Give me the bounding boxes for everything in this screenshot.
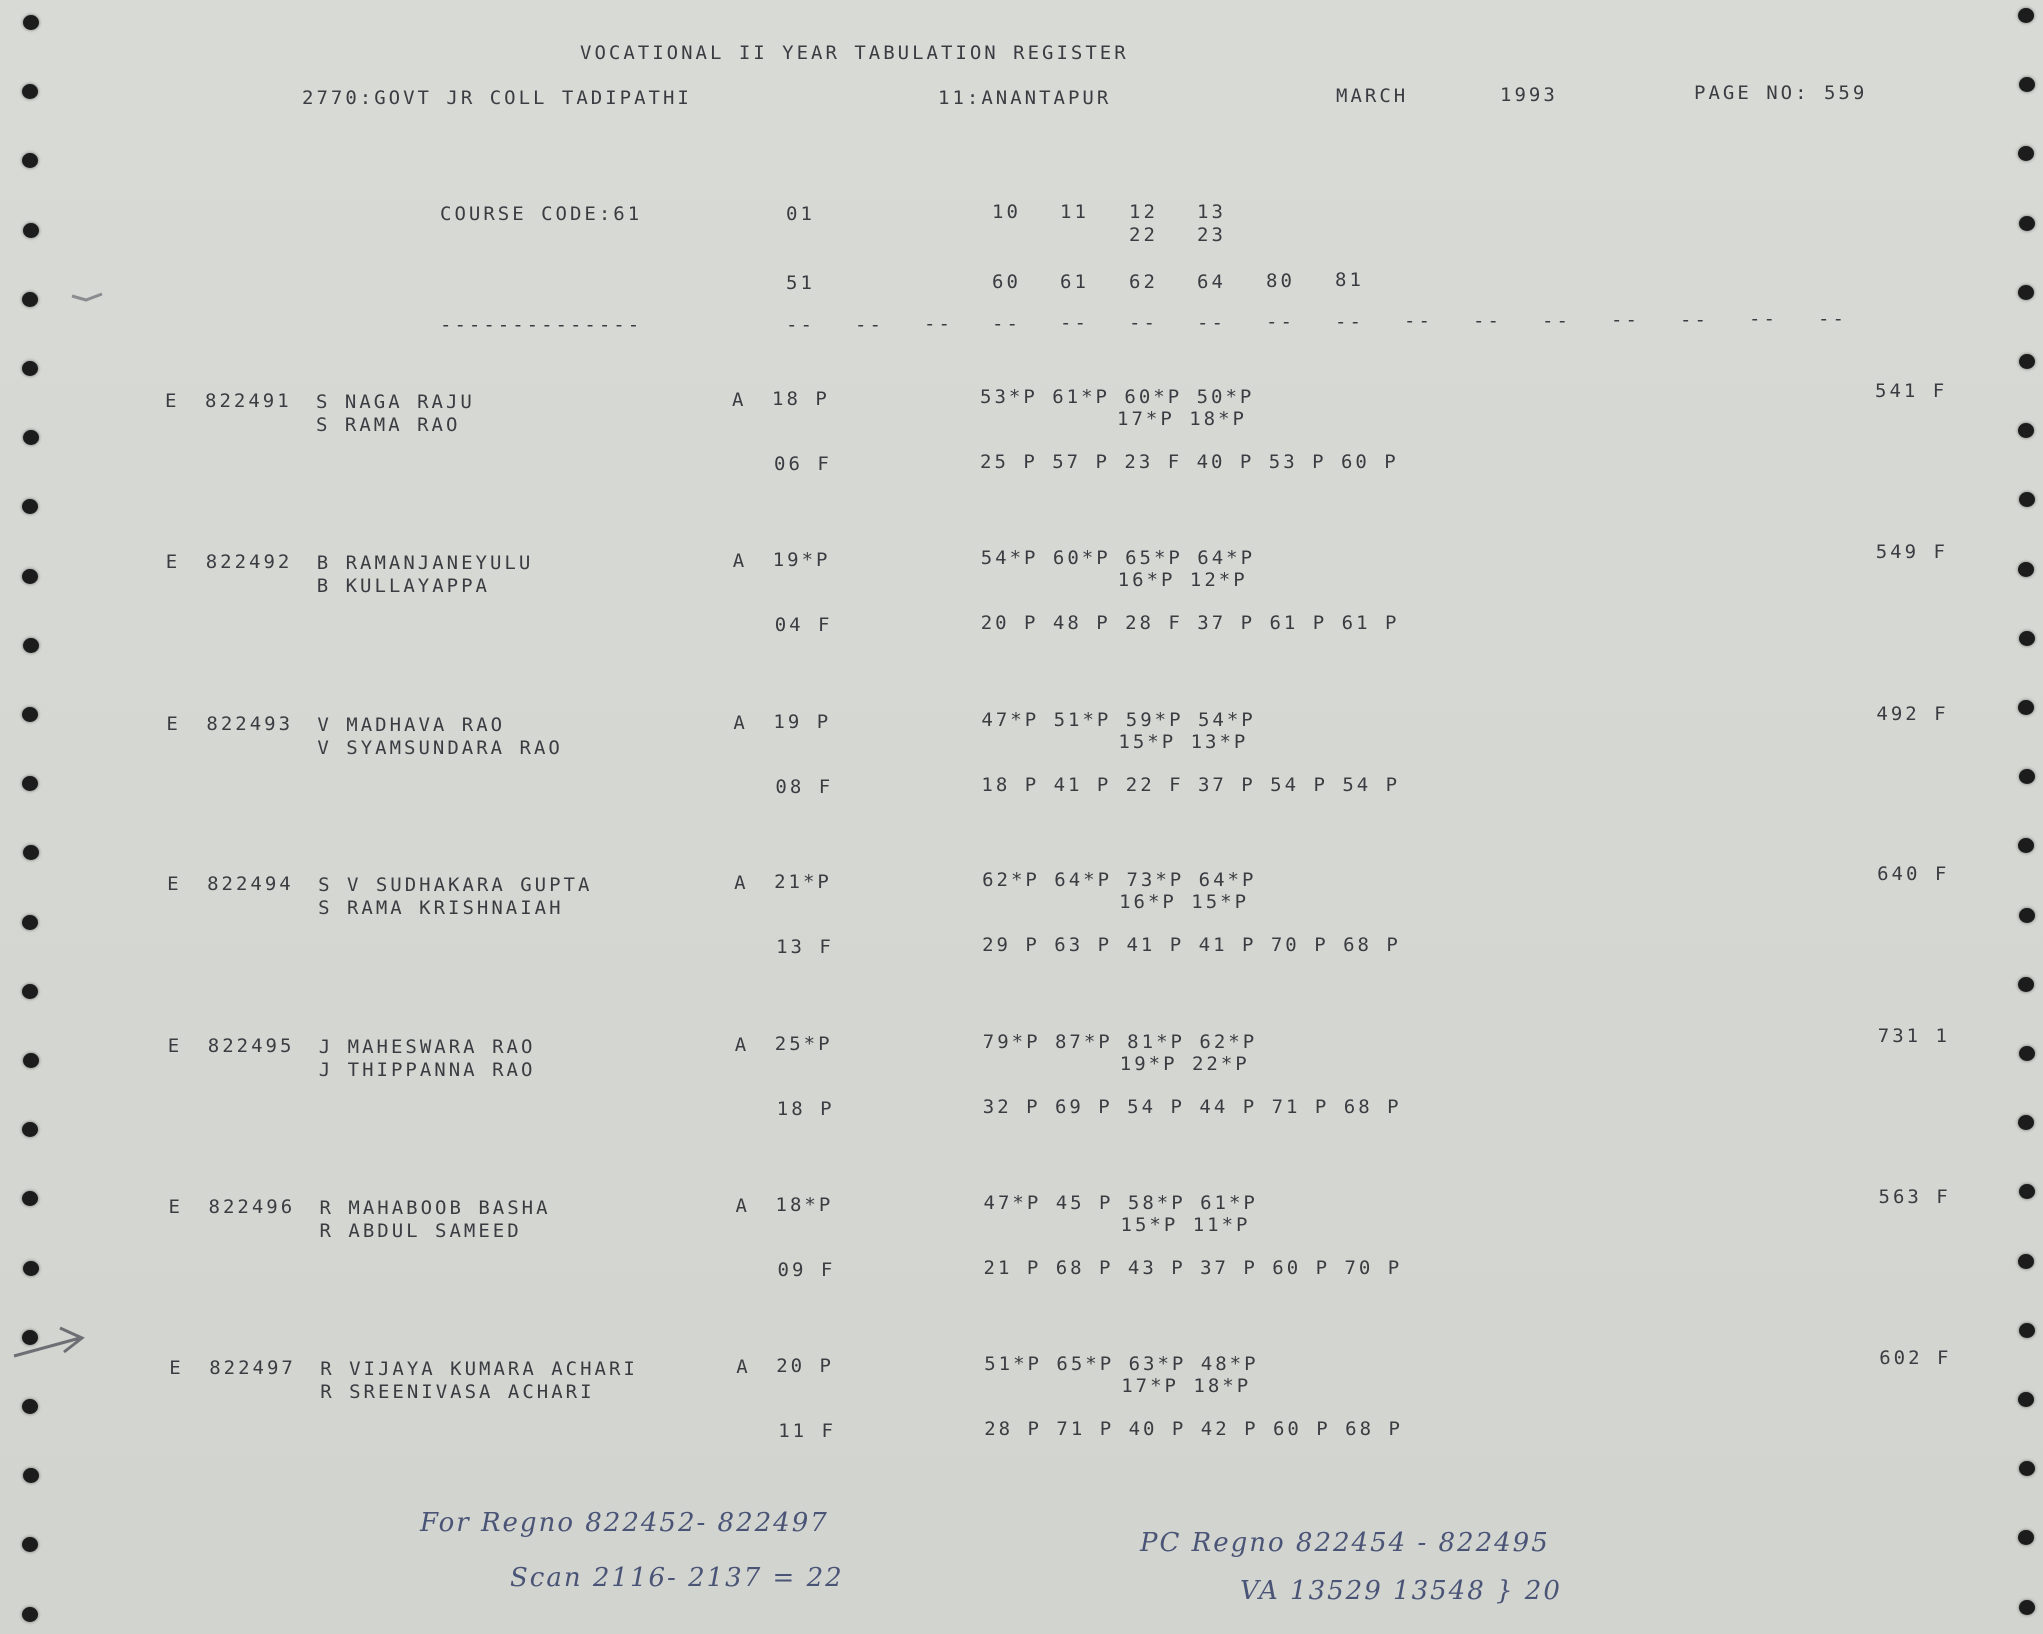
register-number: 822493	[206, 713, 294, 735]
column-dash: --	[1197, 311, 1226, 334]
subject-code: 81	[1335, 269, 1364, 291]
feed-hole-icon	[23, 1053, 39, 1068]
part2-marks-row1b: 17*P 18*P	[1117, 408, 1247, 430]
feed-hole-icon	[2018, 1530, 2034, 1545]
column-dash: --	[855, 313, 884, 336]
father-name: R ABDUL SAMEED	[319, 1220, 522, 1242]
feed-hole-icon	[22, 707, 38, 722]
feed-hole-icon	[2019, 1461, 2035, 1476]
record-type: E	[166, 713, 181, 735]
feed-hole-icon	[2018, 423, 2034, 438]
part1-marks: 25*P	[774, 1033, 833, 1055]
subject-code: 23	[1197, 224, 1226, 246]
feed-hole-icon	[22, 499, 38, 514]
total-result: 492 F	[1876, 703, 1949, 725]
feed-hole-icon	[22, 1399, 38, 1414]
student-name: B RAMANJANEYULU	[316, 552, 534, 574]
total-result: 563 F	[1878, 1186, 1951, 1208]
student-name: R MAHABOOB BASHA	[319, 1197, 551, 1219]
feed-hole-icon	[23, 15, 39, 30]
column-dash: --	[1542, 309, 1571, 332]
part2-marks-row2: 21 P 68 P 43 P 37 P 60 P 70 P	[983, 1257, 1403, 1279]
part2-marks-row2: 18 P 41 P 22 F 37 P 54 P 54 P	[981, 774, 1401, 796]
part2-result: 09 F	[777, 1259, 836, 1281]
feed-hole-icon	[2019, 77, 2035, 92]
feed-hole-icon	[2018, 8, 2034, 23]
feed-hole-icon	[2019, 492, 2035, 507]
part1-marks: 19 P	[773, 711, 832, 733]
handwritten-note-right-2: VA 13529 13548 } 20	[1240, 1576, 1562, 1606]
subject-code: 11	[1060, 201, 1089, 223]
feed-hole-icon	[2019, 1184, 2035, 1199]
part2-marks-row2: 25 P 57 P 23 F 40 P 53 P 60 P	[980, 451, 1399, 473]
feed-hole-icon	[2018, 700, 2034, 715]
feed-hole-icon	[22, 1537, 38, 1552]
part2-marks-row2: 28 P 71 P 40 P 42 P 60 P 68 P	[984, 1418, 1403, 1440]
part2-marks-row1b: 19*P 22*P	[1119, 1053, 1250, 1075]
feed-hole-icon	[2018, 285, 2034, 300]
register-number: 822495	[207, 1035, 295, 1057]
part2-marks-row1: 47*P 51*P 59*P 54*P	[981, 709, 1256, 731]
register-number: 822496	[208, 1196, 296, 1218]
feed-hole-icon	[2019, 216, 2035, 231]
subject-code: 13	[1197, 201, 1226, 223]
father-name: S RAMA RAO	[316, 414, 461, 436]
feed-hole-icon	[22, 153, 38, 168]
record-type: E	[167, 873, 182, 895]
father-name: R SREENIVASA ACHARI	[320, 1381, 595, 1403]
subject-code: 61	[1060, 271, 1089, 293]
feed-hole-icon	[2019, 769, 2035, 784]
total-result: 541 F	[1875, 380, 1948, 402]
record-type: E	[168, 1196, 183, 1218]
part2-result: 18 P	[776, 1098, 835, 1120]
feed-hole-icon	[22, 776, 38, 791]
record-type: E	[169, 1357, 184, 1379]
part2-result: 11 F	[778, 1420, 836, 1442]
pencil-tick-icon	[70, 286, 106, 310]
feed-hole-icon	[2018, 146, 2034, 161]
subject-code: 10	[992, 201, 1021, 223]
feed-hole-icon	[2019, 631, 2035, 646]
student-name: S V SUDHAKARA GUPTA	[318, 874, 593, 896]
feed-hole-icon	[23, 845, 39, 860]
feed-hole-icon	[22, 984, 38, 999]
feed-hole-icon	[22, 915, 38, 930]
column-dash: --	[786, 314, 815, 336]
total-result: 549 F	[1875, 541, 1948, 563]
exam-year: 1993	[1500, 84, 1558, 106]
register-title: VOCATIONAL II YEAR TABULATION REGISTER	[580, 42, 1129, 64]
feed-hole-icon	[22, 1122, 38, 1137]
feed-hole-icon	[23, 1468, 39, 1483]
feed-hole-icon	[23, 638, 39, 653]
part2-marks-row1: 51*P 65*P 63*P 48*P	[984, 1353, 1259, 1375]
column-dash: --	[1473, 310, 1502, 332]
handwritten-note-left-2: Scan 2116- 2137 = 22	[510, 1563, 844, 1593]
student-name: S NAGA RAJU	[316, 391, 475, 413]
feed-hole-icon	[22, 361, 38, 376]
part2-marks-row1b: 16*P 15*P	[1119, 891, 1250, 913]
feed-hole-icon	[2018, 1115, 2034, 1130]
part2-marks-row2: 29 P 63 P 41 P 41 P 70 P 68 P	[982, 934, 1401, 956]
column-dash: --	[992, 312, 1021, 335]
medium-code: A	[734, 1034, 750, 1056]
part1-marks: 18*P	[775, 1194, 834, 1216]
column-dash: --	[924, 313, 953, 336]
student-name: J MAHESWARA RAO	[318, 1036, 536, 1058]
subject-code: 51	[786, 272, 815, 294]
part2-marks-row1b: 15*P 11*P	[1120, 1214, 1251, 1236]
exam-month: MARCH	[1336, 85, 1409, 107]
column-dash: --	[1129, 312, 1158, 334]
subject-code: 22	[1129, 224, 1158, 246]
feed-hole-icon	[2018, 977, 2034, 992]
subject-code: 62	[1129, 271, 1158, 293]
record-type: E	[165, 390, 180, 412]
medium-code: A	[732, 389, 747, 411]
handwritten-note-left-1: For Regno 822452- 822497	[420, 1508, 829, 1538]
part2-result: 08 F	[775, 776, 834, 798]
column-dash: --	[1818, 308, 1847, 330]
medium-code: A	[733, 712, 748, 734]
register-number: 822497	[209, 1357, 296, 1379]
college-name: 2770:GOVT JR COLL TADIPATHI	[302, 87, 692, 109]
medium-code: A	[732, 550, 748, 572]
student-name: R VIJAYA KUMARA ACHARI	[320, 1358, 638, 1380]
part1-marks: 18 P	[772, 388, 830, 410]
father-name: V SYAMSUNDARA RAO	[317, 737, 563, 759]
part1-marks: 19*P	[772, 549, 831, 571]
father-name: S RAMA KRISHNAIAH	[318, 897, 564, 919]
part2-result: 13 F	[776, 936, 834, 958]
feed-hole-icon	[22, 84, 38, 99]
register-number: 822494	[207, 873, 294, 895]
student-name: V MADHAVA RAO	[317, 714, 506, 736]
father-name: B KULLAYAPPA	[316, 575, 490, 597]
medium-code: A	[736, 1356, 751, 1378]
record-type: E	[167, 1035, 183, 1057]
column-dash: --	[1266, 311, 1295, 334]
district-name: 11:ANANTAPUR	[938, 87, 1112, 109]
feed-hole-icon	[23, 223, 39, 238]
column-dash: --	[1060, 312, 1089, 335]
page-number: PAGE NO: 559	[1694, 82, 1868, 104]
feed-hole-icon	[2019, 354, 2035, 369]
feed-hole-icon	[2018, 562, 2034, 577]
part2-marks-row2: 32 P 69 P 54 P 44 P 71 P 68 P	[982, 1096, 1402, 1118]
column-dash: --	[1749, 308, 1778, 331]
register-number: 822491	[205, 390, 292, 412]
handwritten-note-right-1: PC Regno 822454 - 822495	[1140, 1528, 1550, 1558]
feed-hole-icon	[2019, 1046, 2035, 1061]
pencil-arrow-icon	[10, 1318, 90, 1368]
medium-code: A	[734, 872, 749, 894]
column-dash: --	[1404, 310, 1433, 333]
part2-marks-row1: 53*P 61*P 60*P 50*P	[980, 386, 1255, 408]
feed-hole-icon	[2018, 1254, 2034, 1269]
register-number: 822492	[205, 551, 293, 573]
part2-marks-row2: 20 P 48 P 28 F 37 P 61 P 61 P	[980, 612, 1400, 634]
record-type: E	[165, 551, 181, 573]
feed-hole-icon	[2019, 1323, 2035, 1338]
column-dash: --	[1611, 309, 1640, 332]
part1-marks: 20 P	[776, 1355, 834, 1377]
total-result: 640 F	[1877, 863, 1950, 885]
father-name: J THIPPANNA RAO	[318, 1059, 536, 1081]
course-code: COURSE CODE:61	[440, 203, 643, 225]
part2-marks-row1: 62*P 64*P 73*P 64*P	[982, 869, 1257, 891]
subject-code: 60	[992, 271, 1021, 293]
part2-result: 06 F	[774, 453, 832, 475]
subject-code: 12	[1129, 201, 1158, 223]
part2-marks-row1b: 16*P 12*P	[1117, 569, 1248, 591]
medium-code: A	[735, 1195, 750, 1217]
feed-hole-icon	[22, 1191, 38, 1206]
part2-marks-row1: 47*P 45 P 58*P 61*P	[983, 1192, 1258, 1214]
subject-code: 64	[1197, 271, 1226, 293]
part1-marks: 21*P	[774, 871, 832, 893]
column-dash: --	[1335, 310, 1364, 333]
subject-code: 01	[786, 203, 815, 225]
total-result: 731 1	[1877, 1025, 1950, 1047]
feed-hole-icon	[22, 1607, 38, 1622]
column-dash: --	[1680, 308, 1709, 331]
part2-marks-row1b: 15*P 13*P	[1118, 731, 1249, 753]
feed-hole-icon	[22, 569, 38, 584]
feed-hole-icon	[2018, 838, 2034, 853]
feed-hole-icon	[2019, 908, 2035, 923]
feed-hole-icon	[2019, 1600, 2035, 1615]
subject-code: 80	[1266, 270, 1295, 292]
feed-hole-icon	[23, 1261, 39, 1276]
feed-hole-icon	[2018, 1392, 2034, 1407]
part2-marks-row1b: 17*P 18*P	[1121, 1375, 1252, 1397]
part2-marks-row1: 54*P 60*P 65*P 64*P	[980, 547, 1256, 569]
feed-hole-icon	[22, 292, 38, 307]
header-underline: --------------	[440, 314, 643, 336]
part2-marks-row1: 79*P 87*P 81*P 62*P	[982, 1031, 1258, 1053]
part2-result: 04 F	[774, 614, 833, 636]
feed-hole-icon	[23, 430, 39, 445]
total-result: 602 F	[1879, 1347, 1952, 1369]
